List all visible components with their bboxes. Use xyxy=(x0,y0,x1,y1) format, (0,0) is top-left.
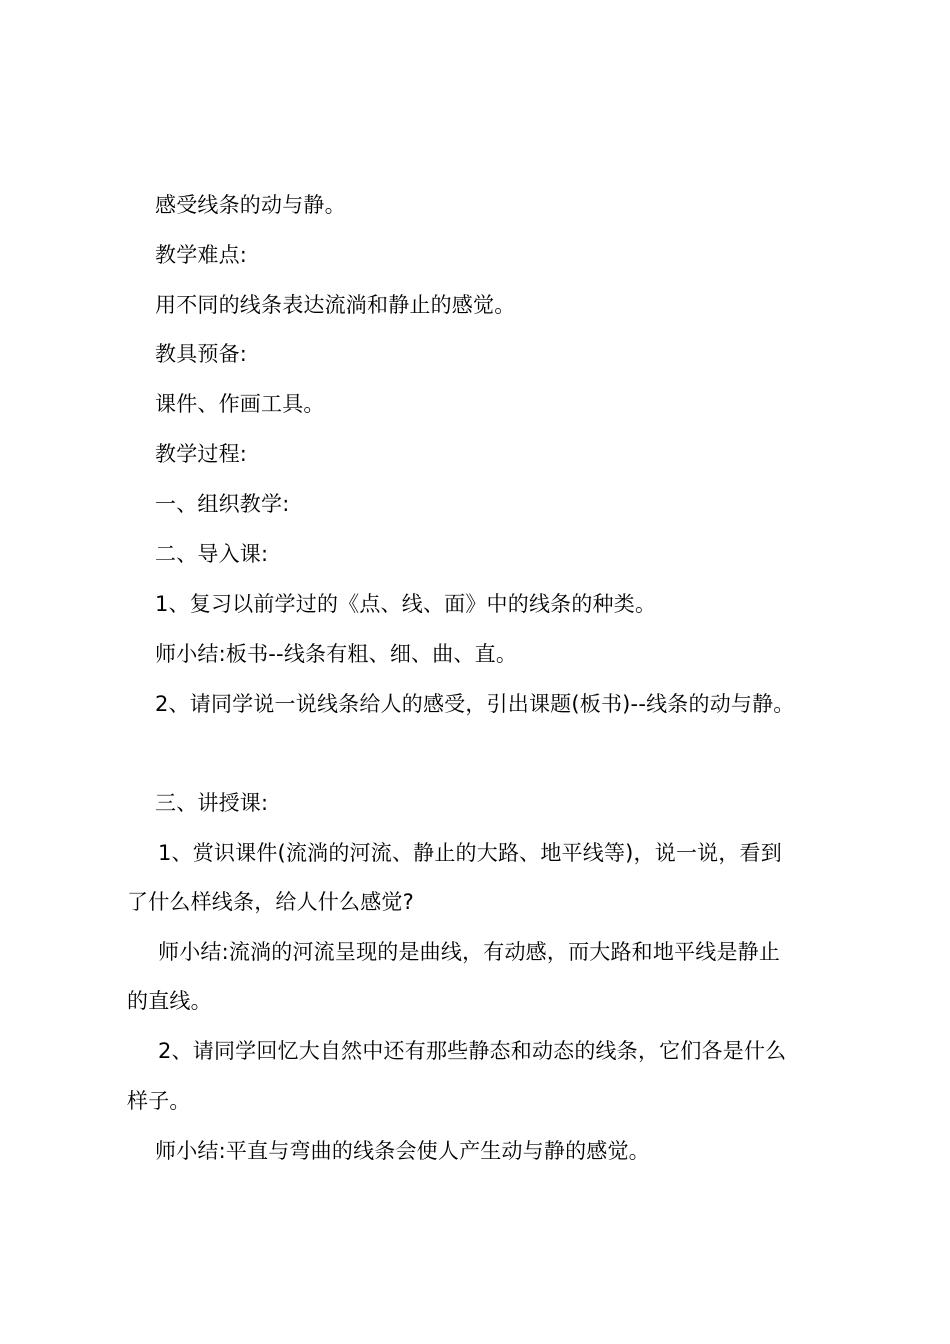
section-lecture: 三、讲授课: xyxy=(155,791,269,815)
text-line-difficulty: 用不同的线条表达流淌和静止的感觉。 xyxy=(155,293,516,317)
intro-item-1: 1、复习以前学过的《点、线、面》中的线条的种类。 xyxy=(155,592,657,616)
lecture-summary-2: 师小结:平直与弯曲的线条会使人产生动与静的感觉。 xyxy=(155,1139,650,1163)
intro-summary: 师小结:板书--线条有粗、细、曲、直。 xyxy=(155,642,518,666)
section-intro: 二、导入课: xyxy=(155,542,269,566)
heading-materials: 教具预备: xyxy=(155,342,248,366)
heading-process: 教学过程: xyxy=(155,442,248,466)
lecture-summary-1-cont: 的直线。 xyxy=(127,989,212,1013)
lecture-summary-1: 师小结:流淌的河流呈现的是曲线，有动感，而大路和地平线是静止 xyxy=(158,940,781,964)
lecture-item-1: 1、赏识课件(流淌的河流、静止的大路、地平线等)，说一说，看到 xyxy=(158,841,782,865)
text-line-materials: 课件、作画工具。 xyxy=(155,392,325,416)
section-organize: 一、组织教学: xyxy=(155,492,290,516)
heading-difficulty: 教学难点: xyxy=(155,243,248,267)
lecture-item-1-cont: 了什么样线条，给人什么感觉? xyxy=(127,890,414,914)
intro-item-2: 2、请同学说一说线条给人的感受，引出课题(板书)--线条的动与静。 xyxy=(155,692,795,716)
text-line-focus: 感受线条的动与静。 xyxy=(155,193,346,217)
lecture-item-2-cont: 样子。 xyxy=(127,1089,191,1113)
lecture-item-2: 2、请同学回忆大自然中还有那些静态和动态的线条，它们各是什么 xyxy=(158,1039,787,1063)
